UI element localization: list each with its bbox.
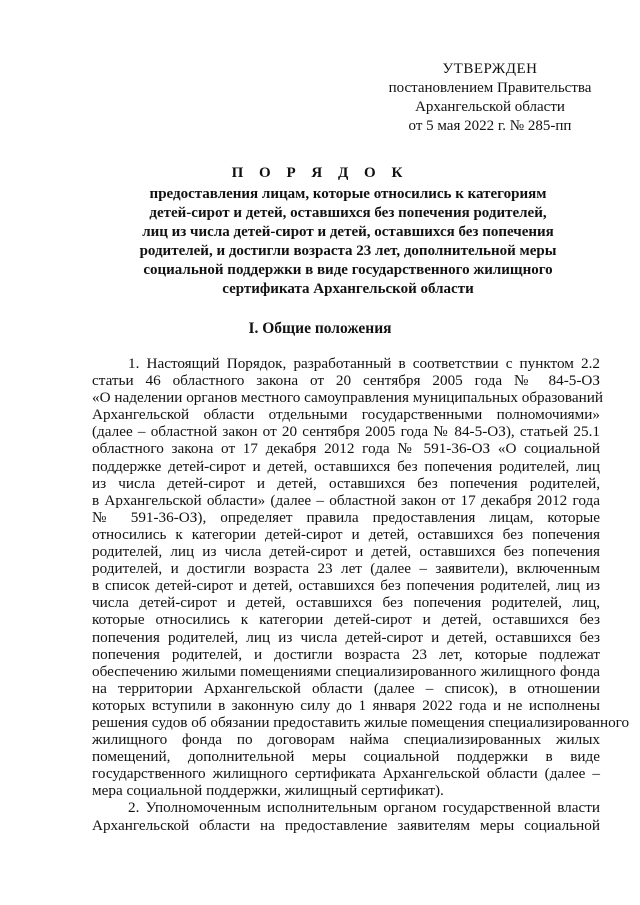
approval-line-3: от 5 мая 2022 г. № 285-пп <box>408 118 572 134</box>
paragraph-line: из числа детей-сирот и детей, оставшихся без попечения родителей, <box>92 474 600 492</box>
paragraph-line: попечения родителей, лиц из числа детей-сирот и детей, оставшихся без <box>92 628 600 646</box>
paragraph-line: решения судов об обязании предоставить жилые помещения специализированного <box>92 713 630 731</box>
paragraph-line: Архангельской области на предоставление заявителям меры социальной <box>92 816 600 834</box>
approval-line-1: постановлением Правительства <box>388 80 592 96</box>
paragraph-line: родителей, и достигли возраста 23 лет (далее – заявители), включенным <box>92 560 600 578</box>
subtitle-line: родителей, и достигли возраста 23 лет, дополнительной меры <box>139 243 557 259</box>
paragraph-line: государственного жилищного сертификата Архангельской области (далее – <box>92 765 600 783</box>
subtitle-line: детей-сирот и детей, оставшихся без попечения родителей, <box>149 205 547 221</box>
subtitle-line: лиц из числа детей-сирот и детей, оставшихся без попечения <box>142 224 554 240</box>
subtitle-line: предоставления лицам, которые относились к категориям <box>149 186 547 202</box>
paragraph-line: обеспечению жилыми помещениями специализированного жилищного фонда <box>92 662 600 680</box>
paragraph-line: областного закона от 17 декабря 2012 года № 591-36-ОЗ «О социальной <box>92 440 600 458</box>
section-heading: I. Общие положения <box>248 320 392 337</box>
paragraph-line: 1. Настоящий Порядок, разработанный в соответствии с пунктом 2.2 <box>128 355 600 372</box>
paragraph-line: Архангельской области отдельными государственными полномочиями» <box>92 406 600 424</box>
paragraph-line: помещений, дополнительной меры социальной поддержки в виде <box>92 748 600 766</box>
subtitle-line: сертификата Архангельской области <box>222 281 474 297</box>
approval-stamp: УТВЕРЖДЕН <box>442 61 538 77</box>
approval-line-2: Архангельской области <box>415 99 565 115</box>
paragraph-line: (далее – областной закон от 20 сентября 2005 года № 84-5-ОЗ), статьей 25.1 <box>92 423 600 441</box>
paragraph-line: 2. Уполномоченным исполнительным органом государственной власти <box>128 799 600 817</box>
paragraph-line: на территории Архангельской области (далее – список), в отношении <box>92 679 600 697</box>
subtitle-line: социальной поддержки в виде государственного жилищного <box>143 262 553 278</box>
document-title: П О Р Я Д О К <box>231 165 409 181</box>
paragraph-line: числа детей-сирот и детей, оставшихся без попечения родителей, лиц, <box>92 594 600 612</box>
paragraph-line: родителей, лиц из числа детей-сирот и детей, оставшихся без попечения <box>92 543 600 561</box>
document-subtitle <box>96 185 600 299</box>
paragraph-line: жилищного фонда по договорам найма специализированных жилых <box>92 731 600 749</box>
paragraph-line: поддержке детей-сирот и детей, оставшихся без попечения родителей, лиц <box>92 457 600 475</box>
paragraph-line: в Архангельской области» (далее – областной закон от 17 декабря 2012 года <box>92 491 600 509</box>
paragraph-line: в список детей-сирот и детей, оставшихся без попечения родителей, лиц из <box>92 577 600 595</box>
paragraph-line: «О наделении органов местного самоуправления муниципальных образований <box>92 389 603 407</box>
paragraph-line: относились к категории детей-сирот и детей, оставшихся без попечения <box>92 525 600 543</box>
approval-block <box>372 60 608 136</box>
paragraph-line: № 591-36-ОЗ), определяет правила предоставления лицам, которые <box>92 508 600 526</box>
body-text <box>92 355 630 834</box>
paragraph-line: которых вступили в законную силу до 1 января 2022 года и не исполнены <box>92 696 600 714</box>
paragraph-line: статьи 46 областного закона от 20 сентября 2005 года № 84-5-ОЗ <box>92 372 600 390</box>
paragraph-line: которые относились к категории детей-сирот и детей, оставшихся без <box>92 611 600 629</box>
paragraph-line: попечения родителей, и достигли возраста 23 лет, которые подлежат <box>92 645 600 663</box>
paragraph-line: мера социальной поддержки, жилищный сертификат). <box>92 782 444 800</box>
